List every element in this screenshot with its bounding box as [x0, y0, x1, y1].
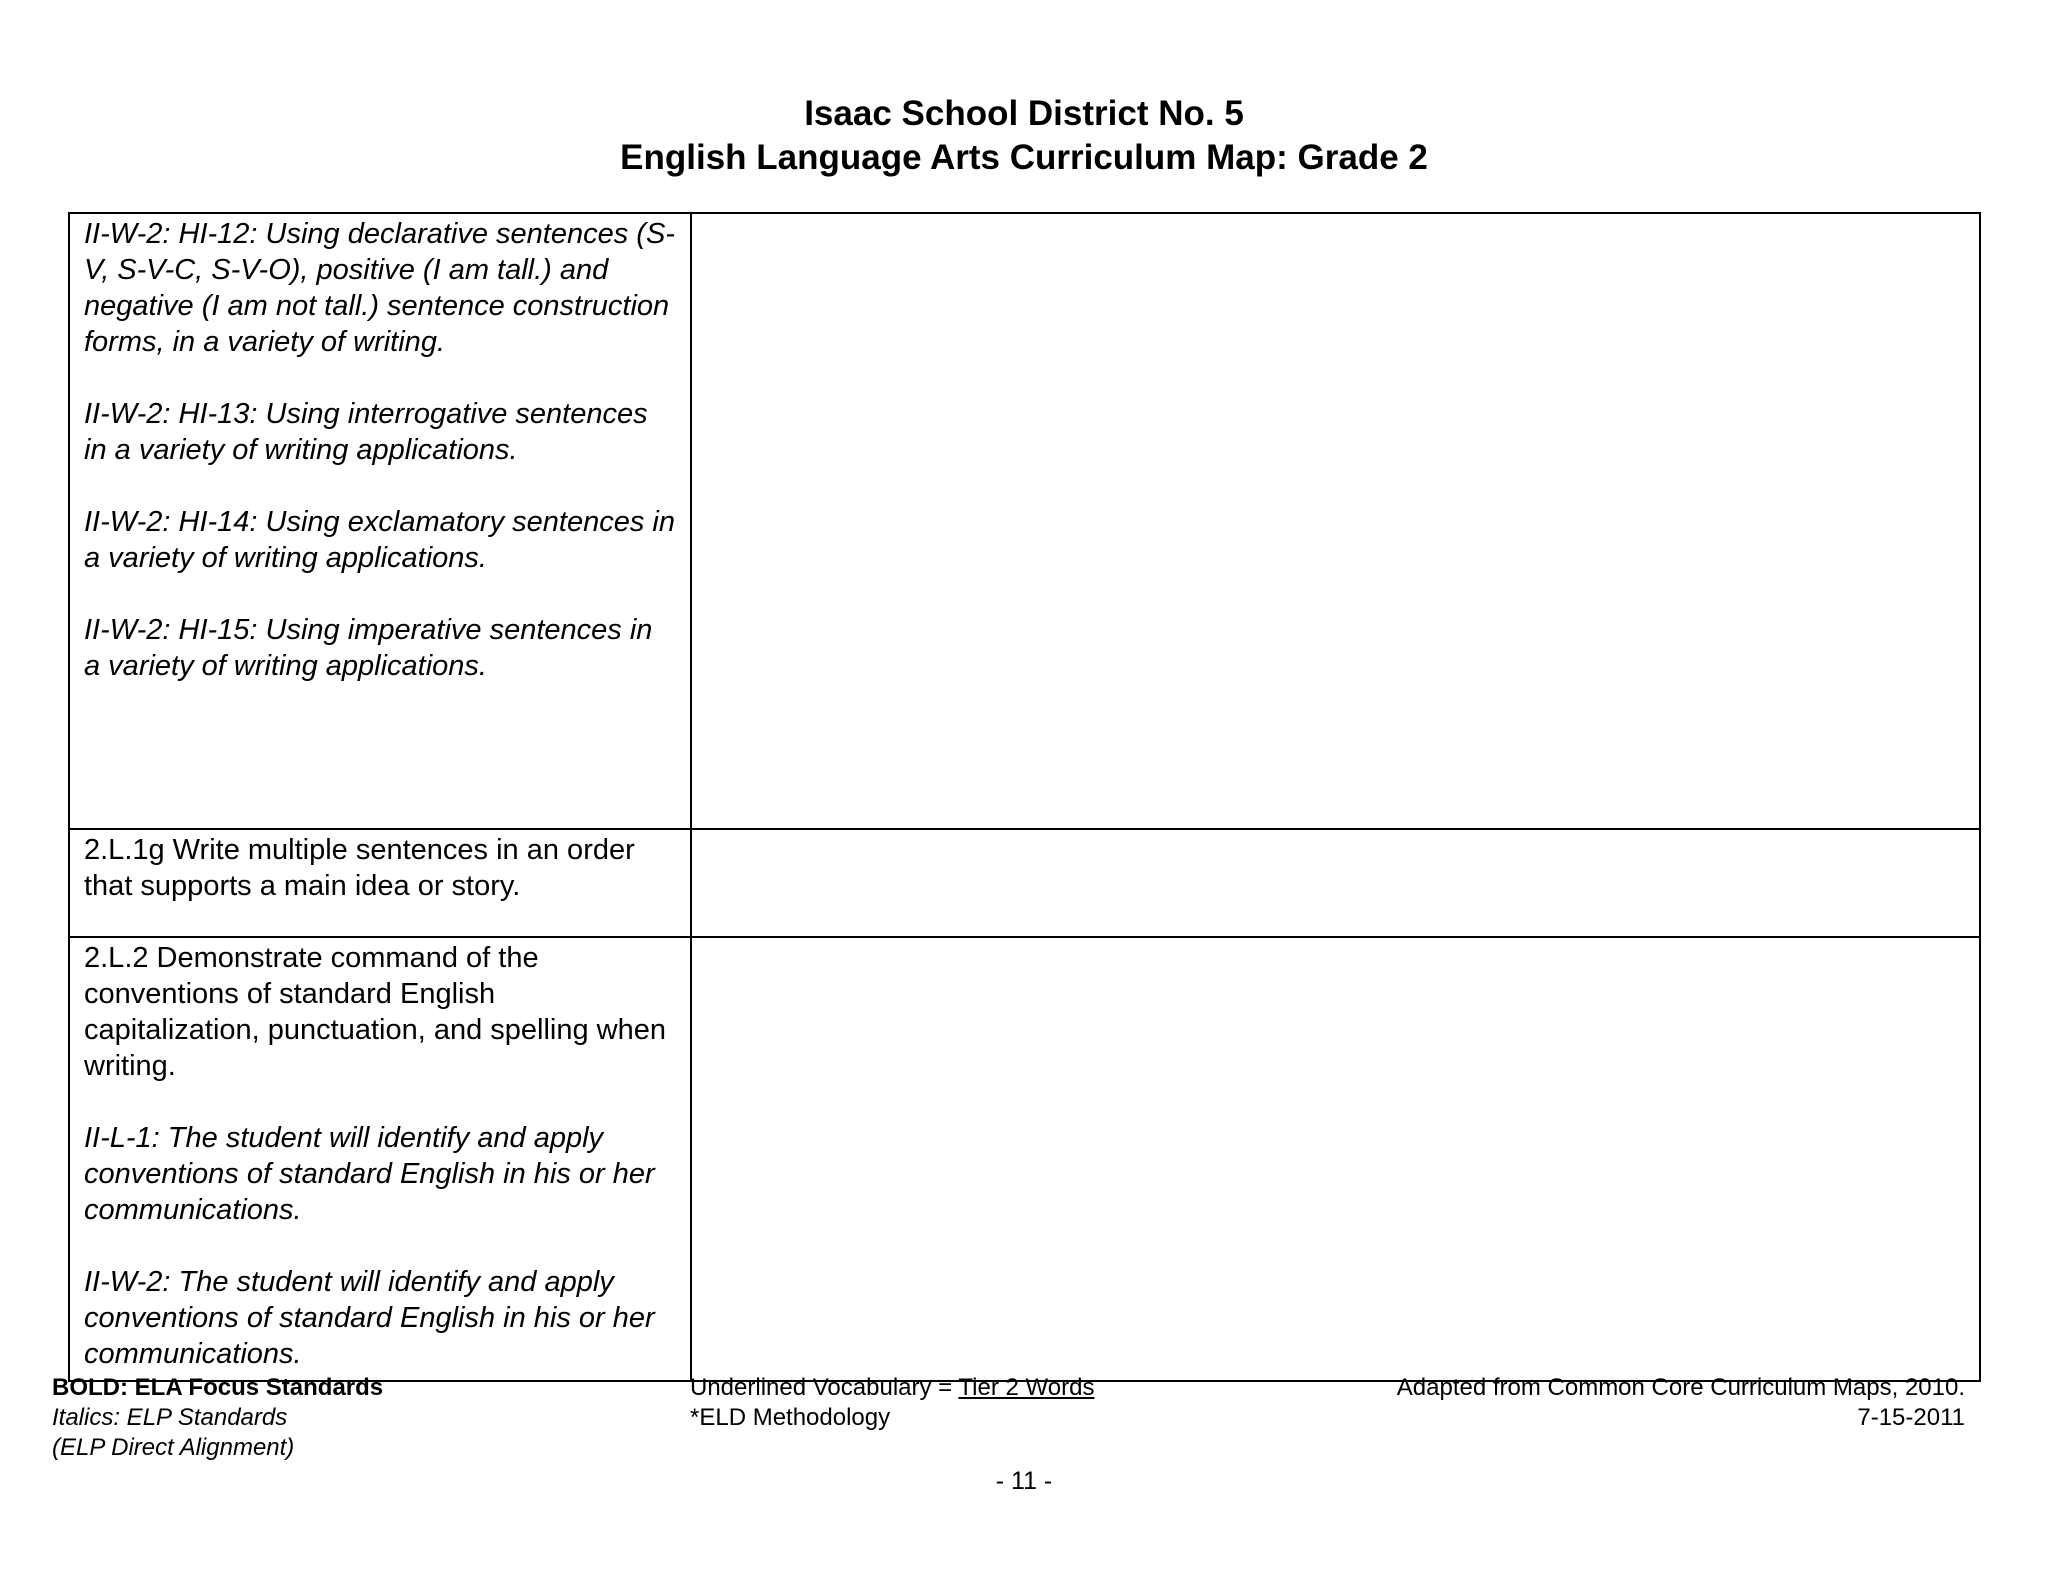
ela-standard-2-l-1g: 2.L.1g Write multiple sentences in an order that supports a main idea or story.	[84, 834, 635, 902]
ela-standard-2-l-2: 2.L.2 Demonstrate command of the conventions of standard English capitalization, punctuation, and spelling when writing.	[84, 942, 667, 1082]
eld-methodology-legend: *ELD Methodology	[690, 1404, 891, 1431]
table-row	[69, 937, 1980, 1381]
page-number: - 11 -	[995, 1467, 1053, 1495]
elp-standard-ii-w-2: II-W-2: The student will identify and apply conventions of standard English in his or her communications.	[84, 1266, 655, 1370]
adapted-from: Adapted from Common Core Curriculum Maps, 2010.	[1396, 1374, 1965, 1401]
bold-legend: BOLD: ELA Focus Standards	[52, 1374, 384, 1401]
revision-date: 7-15-2011	[1857, 1404, 1965, 1431]
footer-legend	[52, 1373, 383, 1463]
curriculum-table	[68, 212, 1981, 1382]
footer-source	[1397, 1373, 1965, 1433]
standards-cell	[69, 937, 691, 1381]
vocabulary-prefix: Underlined Vocabulary =	[690, 1374, 959, 1401]
italics-legend: Italics: ELP Standards	[52, 1404, 288, 1431]
empty-notes-cell	[691, 213, 1980, 829]
tier-2-words: Tier 2 Words	[958, 1374, 1095, 1401]
elp-standard-hi12: II-W-2: HI-12: Using declarative sentences (S-V, S-V-C, S-V-O), positive (I am tall.) and negative (I am not tall.) sentence construction forms, in a variety of writing.	[84, 218, 675, 358]
elp-standard-ii-l-1: II-L-1: The student will identify and apply conventions of standard English in his or her communications.	[84, 1122, 655, 1226]
empty-notes-cell	[691, 937, 1980, 1381]
standards-cell	[69, 829, 691, 937]
standards-cell	[69, 213, 691, 829]
table-row	[69, 829, 1980, 937]
elp-standard-hi14: II-W-2: HI-14: Using exclamatory sentences in a variety of writing applications.	[84, 506, 675, 574]
document-header	[0, 92, 2048, 180]
footer-vocabulary	[690, 1373, 1094, 1433]
elp-standard-hi15: II-W-2: HI-15: Using imperative sentences in a variety of writing applications.	[84, 614, 653, 682]
vocabulary-legend	[690, 1373, 1094, 1403]
table-row	[69, 213, 1980, 829]
elp-direct-legend: (ELP Direct Alignment)	[52, 1434, 295, 1461]
elp-standard-hi13: II-W-2: HI-13: Using interrogative sentences in a variety of writing applications.	[84, 398, 648, 466]
empty-notes-cell	[691, 829, 1980, 937]
district-title: Isaac School District No. 5	[804, 94, 1244, 133]
curriculum-map-title: English Language Arts Curriculum Map: Grade 2	[620, 138, 1428, 177]
